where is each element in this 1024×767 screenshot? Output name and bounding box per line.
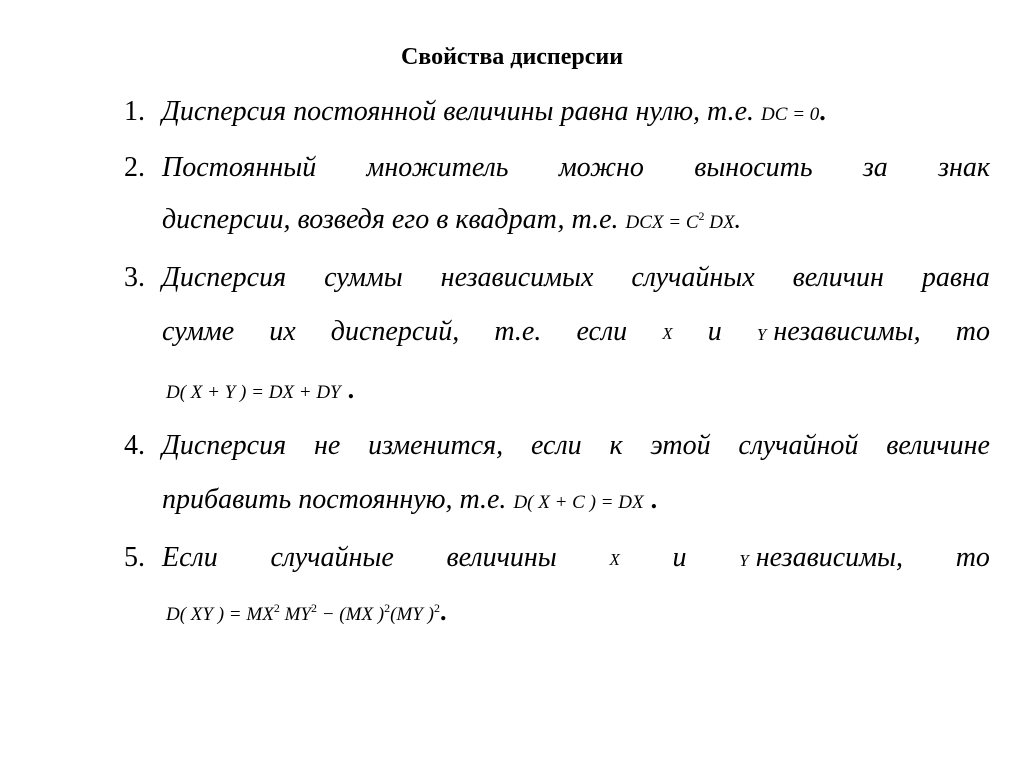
item-3-line-3 [166, 374, 994, 406]
item-3-word: если [576, 316, 628, 347]
item-2-formula-lhs: DCX = C [625, 212, 699, 233]
item-3-var-y: Y [756, 325, 767, 344]
item-5-period: . [439, 597, 447, 626]
item-3-word: величин [792, 262, 884, 293]
item-5-formula-part: − (MX ) [316, 604, 385, 625]
item-2-word: выносить [694, 152, 813, 183]
item-3-word: т.е. [494, 316, 542, 347]
item-1-period: . [819, 97, 826, 126]
item-3-line-2 [162, 316, 990, 352]
item-2-period: . [734, 211, 740, 233]
item-5-line-2 [166, 596, 994, 628]
item-3-word: их [269, 316, 296, 347]
item-4-period: . [650, 485, 658, 514]
item-3-conj: и [707, 316, 722, 347]
item-5-formula-exp: 2 [433, 601, 440, 615]
item-5-formula-part: D( XY ) = MX [166, 604, 274, 625]
item-3-formula: D( X + Y ) = DX + DY [166, 382, 341, 403]
item-4-word: этой [650, 430, 711, 461]
item-3-line-1 [162, 262, 990, 294]
item-4-word: если [530, 430, 582, 461]
item-3-word: дисперсий, [330, 316, 460, 347]
item-5-conj: и [672, 542, 687, 573]
item-5-formula-part: (MY ) [390, 604, 434, 625]
item-4-word: величине [886, 430, 990, 461]
item-3-word: независимых [440, 262, 594, 293]
slide-title: Свойства дисперсии [400, 44, 624, 70]
item-5-var-y: Y [739, 551, 749, 570]
item-1-formula: DC = 0 [761, 104, 820, 125]
item-2-line-1 [162, 152, 990, 184]
item-5-indep: независимы, [755, 542, 903, 573]
item-2-formula [625, 209, 735, 233]
item-5-formula-exp: 2 [273, 601, 280, 615]
item-4-word: к [609, 430, 623, 461]
item-5-formula-exp: 2 [310, 601, 317, 615]
item-4-line-1 [162, 430, 990, 462]
item-5-formula-part: MY [284, 604, 311, 625]
item-4-text: прибавить постоянную, т.е. [162, 484, 507, 515]
item-2-word: множитель [366, 152, 509, 183]
item-5-word: случайные [270, 542, 394, 573]
item-5-var-x: X [609, 550, 620, 569]
item-3-number: 3. [124, 262, 145, 293]
item-2-word: за [862, 152, 888, 183]
item-3-word: суммы [324, 262, 403, 293]
item-3-indep: независимы, [773, 316, 921, 347]
item-4-word: Дисперсия [162, 430, 287, 461]
item-5-word: Если [162, 542, 218, 573]
item-5-number: 5. [124, 542, 145, 573]
item-3-word: сумме [162, 316, 235, 347]
item-5-line-1 [162, 542, 990, 578]
item-2-text: дисперсии, возведя его в квадрат, т.е. [162, 204, 619, 235]
item-3-word: случайных [631, 262, 755, 293]
item-2-word: можно [558, 152, 644, 183]
item-2-word: Постоянный [162, 152, 317, 183]
item-4-word: изменится, [368, 430, 504, 461]
item-5-then: то [955, 542, 990, 573]
item-5-formula [166, 601, 440, 625]
item-4-line-2 [162, 484, 990, 516]
item-1-line [162, 96, 990, 128]
item-4-formula: D( X + C ) = DX [513, 492, 644, 513]
item-4-number: 4. [124, 430, 145, 461]
item-5-word: величины [446, 542, 557, 573]
item-2-formula-rhs: DX [709, 212, 735, 233]
item-1-number: 1. [124, 96, 145, 127]
item-5-formula-exp: 2 [384, 601, 391, 615]
item-3-word: равна [921, 262, 990, 293]
item-3-word: Дисперсия [162, 262, 287, 293]
item-1-text: Дисперсия постоянной величины равна нулю, т.е. [162, 96, 755, 127]
item-2-word: знак [938, 152, 990, 183]
item-2-number: 2. [124, 152, 145, 183]
item-4-word: не [313, 430, 341, 461]
item-2-line-2 [162, 204, 990, 236]
item-2-formula-exp: 2 [698, 209, 705, 223]
item-4-word: случайной [738, 430, 859, 461]
item-3-then: то [955, 316, 990, 347]
item-3-var-x: X [662, 324, 673, 343]
item-3-period: . [347, 375, 355, 404]
